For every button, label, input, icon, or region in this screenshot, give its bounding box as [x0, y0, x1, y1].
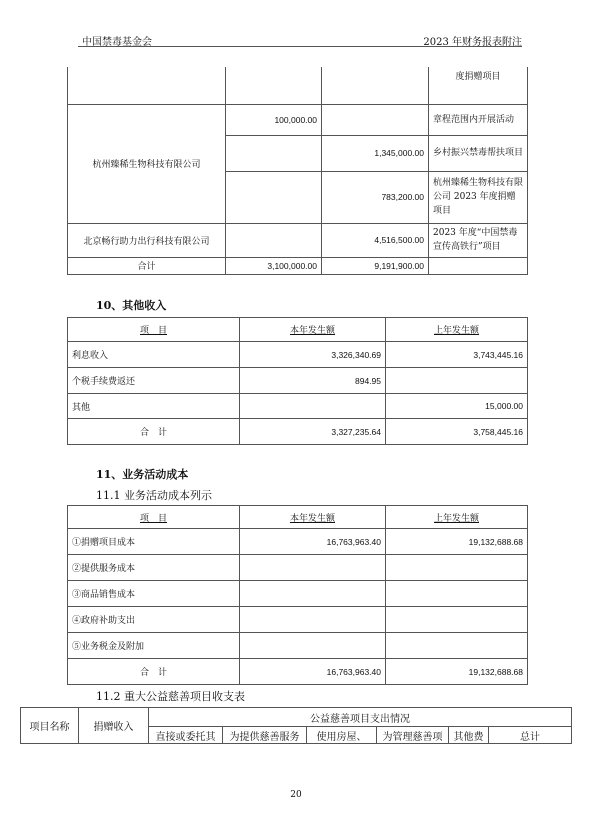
header-divider	[78, 46, 522, 47]
table-row	[68, 394, 528, 419]
section11-sub2: 11.2 重大公益慈善项目收支表	[96, 690, 245, 703]
table-row	[68, 342, 528, 368]
amount-cell	[226, 223, 322, 257]
subcol-header: 为提供慈善服务	[223, 727, 307, 744]
total-purpose	[429, 257, 528, 274]
purpose-cell: 杭州臻稀生物科技有限公司 2023 年度捐赠项目	[429, 171, 528, 223]
purpose-cell: 度捐赠项目	[429, 67, 528, 104]
col-header-project-name: 项目名称	[21, 708, 79, 744]
total-row	[68, 257, 528, 274]
total-col3: 9,191,900.00	[322, 257, 429, 274]
header-org: 中国禁毒基金会	[82, 37, 152, 48]
prior-cell	[386, 633, 528, 659]
table-row	[68, 223, 528, 257]
subcol-header: 总计	[489, 727, 572, 744]
total-row	[68, 419, 528, 445]
project-expense-table	[20, 707, 572, 744]
amount-cell	[226, 171, 322, 223]
amount-cell: 4,516,500.00	[322, 223, 429, 257]
col-header-expense-group: 公益慈善项目支出情况	[149, 708, 572, 727]
subcol-header: 直接或委托其	[149, 727, 223, 744]
total-col2: 3,100,000.00	[226, 257, 322, 274]
total-label: 合 计	[68, 419, 240, 445]
header-row	[68, 318, 528, 342]
purpose-cell: 2023 年度“中国禁毒宣传高铁行”项目	[429, 223, 528, 257]
section11-title: 11、业务活动成本	[96, 468, 189, 481]
amount-cell	[322, 104, 429, 135]
amount-cell: 1,345,000.00	[322, 135, 429, 171]
total-current: 3,327,235.64	[240, 419, 386, 445]
prior-cell	[386, 368, 528, 394]
item-cell: 个税手续费返还	[68, 368, 240, 394]
item-cell: ③商品销售成本	[68, 581, 240, 607]
current-cell	[240, 394, 386, 419]
activity-cost-table	[67, 505, 528, 685]
table-row	[68, 633, 528, 659]
total-label: 合计	[68, 257, 226, 274]
prior-cell: 3,743,445.16	[386, 342, 528, 368]
amount-cell	[226, 135, 322, 171]
prior-cell: 19,132,688.68	[386, 529, 528, 555]
header-row	[21, 708, 572, 727]
item-cell: 其他	[68, 394, 240, 419]
total-row	[68, 659, 528, 685]
item-cell: ②提供服务成本	[68, 555, 240, 581]
table-row	[68, 581, 528, 607]
prior-cell	[386, 581, 528, 607]
col-header-prior: 上年发生额	[386, 506, 528, 529]
other-income-table	[67, 317, 528, 445]
item-cell: 利息收入	[68, 342, 240, 368]
subcol-header: 其他费	[449, 727, 489, 744]
amount-cell	[322, 67, 429, 104]
table-row	[68, 104, 528, 135]
donation-table	[67, 67, 528, 275]
section10-title: 10、其他收入	[96, 299, 167, 312]
current-cell	[240, 581, 386, 607]
total-prior: 3,758,445.16	[386, 419, 528, 445]
section11-sub1: 11.1 业务活动成本列示	[96, 489, 212, 502]
col-header-prior: 上年发生额	[386, 318, 528, 342]
amount-cell	[226, 67, 322, 104]
col-header-donation-income: 捐赠收入	[79, 708, 149, 744]
item-cell: ④政府补助支出	[68, 607, 240, 633]
donor-cell: 北京畅行助力出行科技有限公司	[68, 223, 226, 257]
subcol-header: 使用房屋、	[307, 727, 377, 744]
col-header-current: 本年发生额	[240, 506, 386, 529]
prior-cell	[386, 607, 528, 633]
subcol-header: 为管理慈善项	[377, 727, 449, 744]
total-label: 合 计	[68, 659, 240, 685]
table-row	[68, 607, 528, 633]
amount-cell: 100,000.00	[226, 104, 322, 135]
current-cell	[240, 607, 386, 633]
item-cell: ⑤业务税金及附加	[68, 633, 240, 659]
current-cell: 894.95	[240, 368, 386, 394]
donor-cell	[68, 67, 226, 104]
total-current: 16,763,963.40	[240, 659, 386, 685]
current-cell: 3,326,340.69	[240, 342, 386, 368]
header-doc-title: 2023 年财务报表附注	[423, 37, 522, 48]
col-header-item: 项 目	[68, 318, 240, 342]
purpose-cell: 乡村振兴禁毒帮扶项目	[429, 135, 528, 171]
donor-cell: 杭州臻稀生物科技有限公司	[68, 104, 226, 223]
table-row	[68, 67, 528, 104]
total-prior: 19,132,688.68	[386, 659, 528, 685]
table-row	[68, 368, 528, 394]
item-cell: ①捐赠项目成本	[68, 529, 240, 555]
purpose-cell: 章程范围内开展活动	[429, 104, 528, 135]
current-cell	[240, 633, 386, 659]
col-header-current: 本年发生额	[240, 318, 386, 342]
table-row	[68, 529, 528, 555]
prior-cell: 15,000.00	[386, 394, 528, 419]
header-row	[68, 506, 528, 529]
prior-cell	[386, 555, 528, 581]
amount-cell: 783,200.00	[322, 171, 429, 223]
page-number: 20	[290, 790, 302, 800]
table-row	[68, 555, 528, 581]
col-header-item: 项 目	[68, 506, 240, 529]
current-cell	[240, 555, 386, 581]
current-cell: 16,763,963.40	[240, 529, 386, 555]
